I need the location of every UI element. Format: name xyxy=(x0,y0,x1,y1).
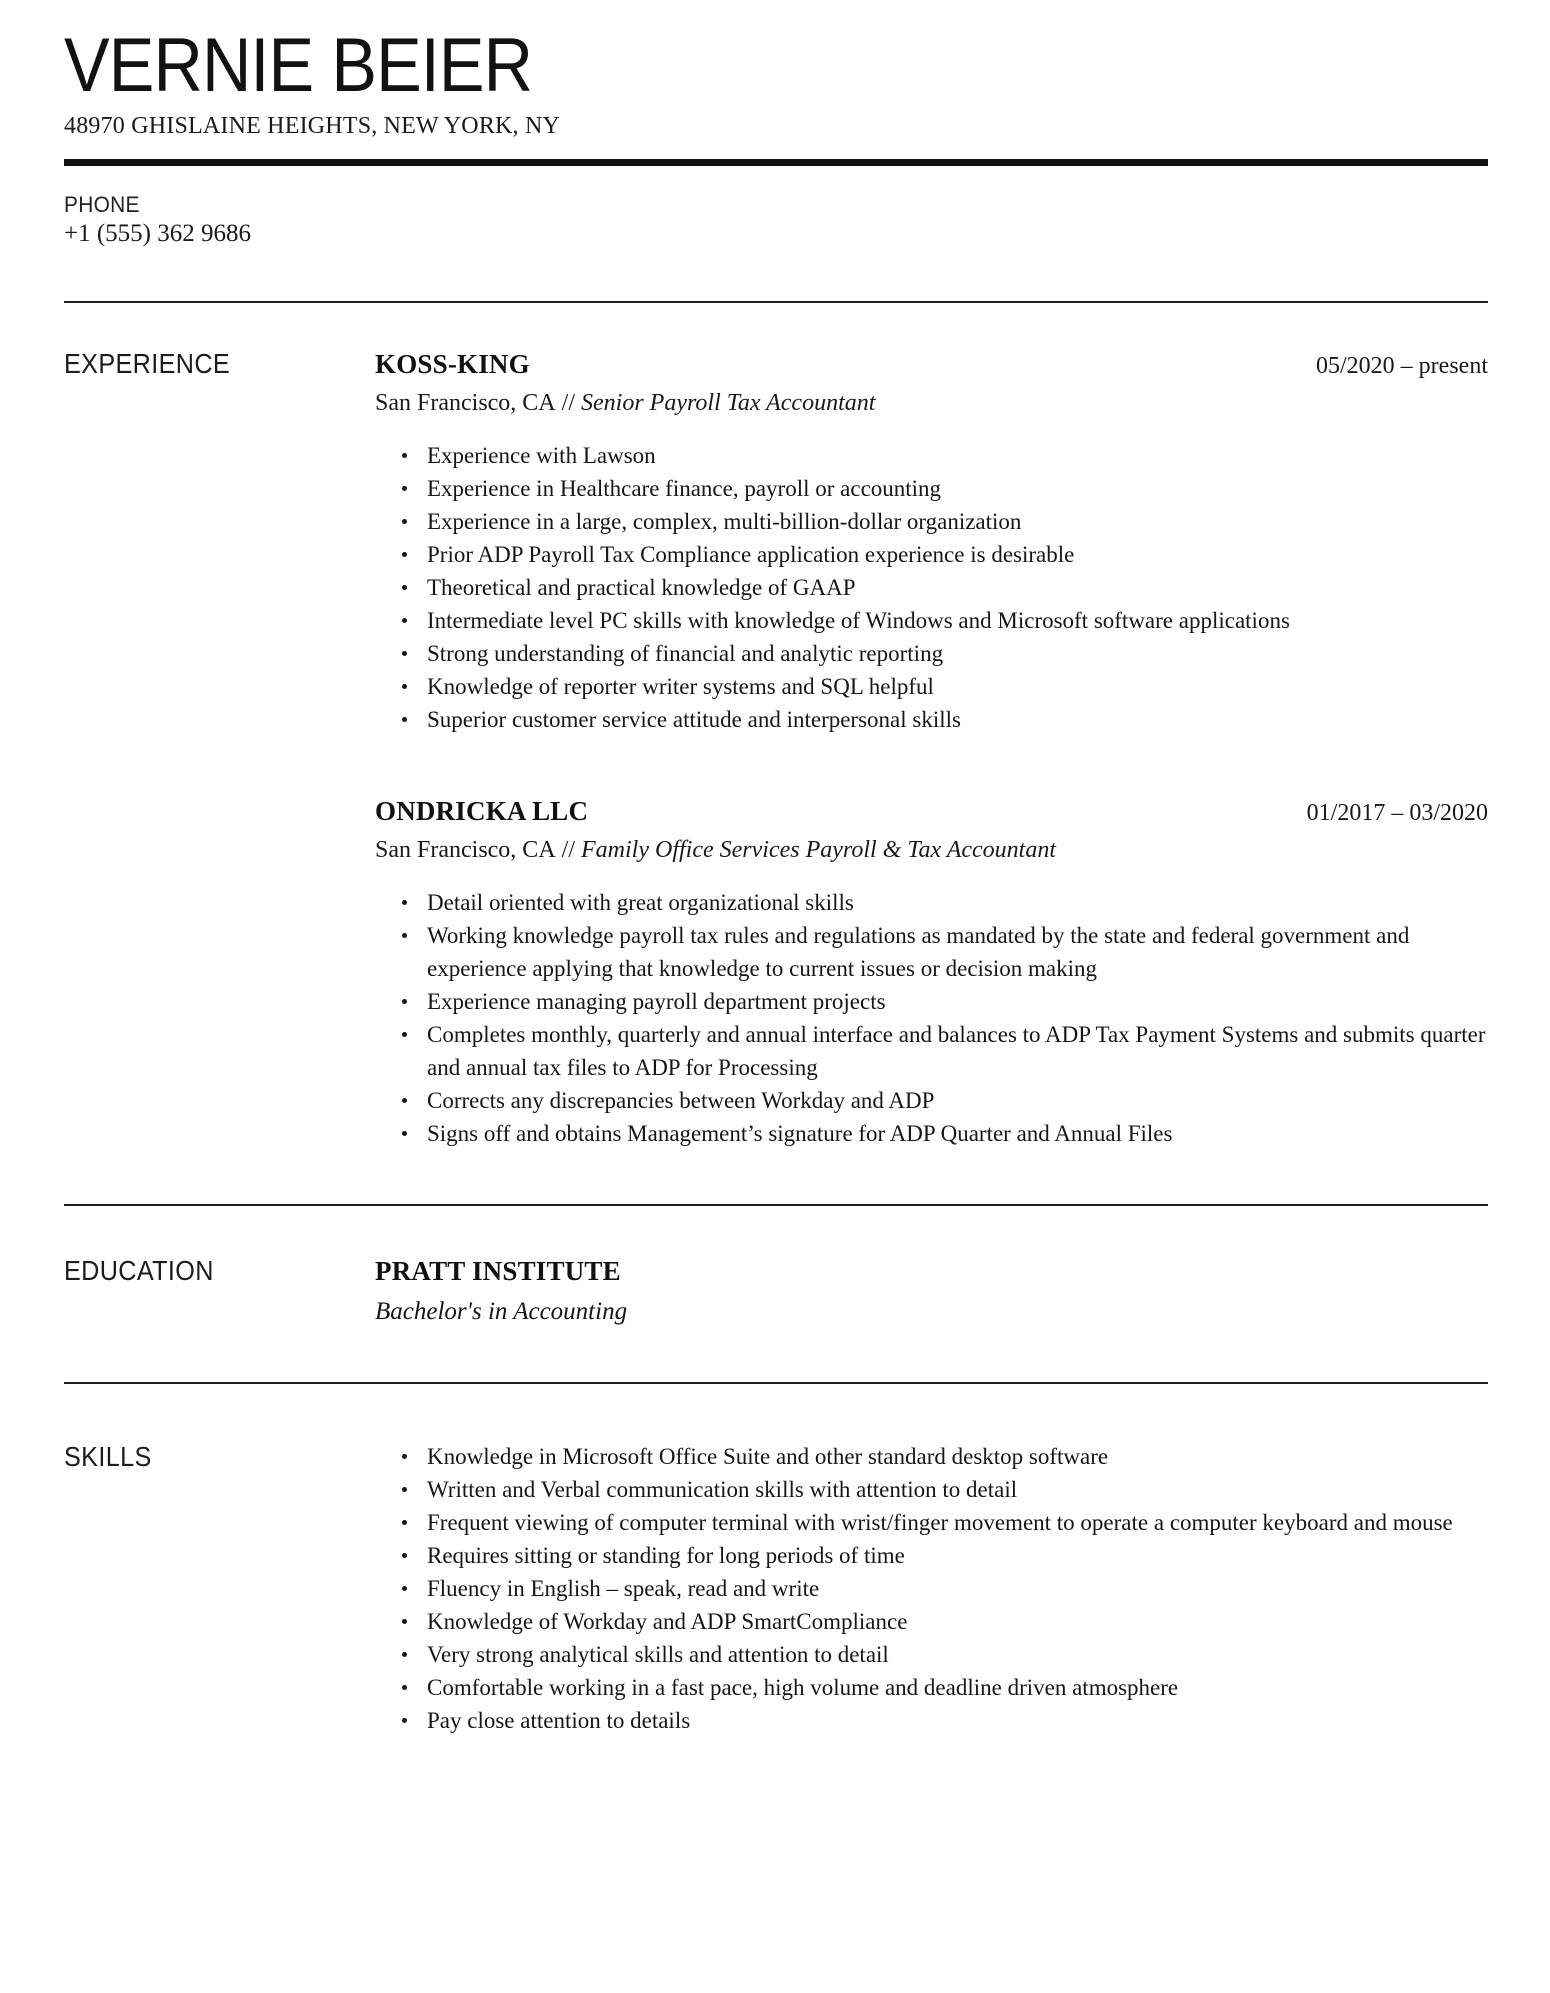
person-address: 48970 GHISLAINE HEIGHTS, NEW YORK, NY xyxy=(64,113,561,139)
bullet-item: Signs off and obtains Management’s signature for ADP Quarter and Annual Files xyxy=(375,1117,1488,1150)
bullet-item: Knowledge of Workday and ADP SmartCompliance xyxy=(375,1605,1488,1638)
bullet-item: Pay close attention to details xyxy=(375,1704,1488,1737)
resume-header xyxy=(64,23,1488,140)
bullet-item: Completes monthly, quarterly and annual interface and balances to ADP Tax Payment Systems and submits quarter and annual tax files to ADP for Processing xyxy=(375,1018,1488,1084)
education-school: PRATT INSTITUTE xyxy=(375,1256,621,1286)
bullet-item: Prior ADP Payroll Tax Compliance application experience is desirable xyxy=(375,538,1488,571)
job-dates: 01/2017 – 03/2020 xyxy=(1306,800,1488,826)
bullet-item: Experience managing payroll department projects xyxy=(375,985,1488,1018)
experience-content xyxy=(375,347,1488,1150)
bullet-item: Intermediate level PC skills with knowledge of Windows and Microsoft software applications xyxy=(375,604,1488,637)
job-title: Senior Payroll Tax Accountant xyxy=(581,390,876,416)
job-subtitle xyxy=(375,834,1488,866)
job-bullet-list xyxy=(375,886,1488,1150)
bullet-item: Knowledge of reporter writer systems and SQL helpful xyxy=(375,670,1488,703)
job-header xyxy=(375,347,1488,383)
bullet-item: Detail oriented with great organizational skills xyxy=(375,886,1488,919)
job-company: ONDRICKA LLC xyxy=(375,796,589,826)
bullet-item: Experience in a large, complex, multi-billion-dollar organization xyxy=(375,505,1488,538)
job-entry-ondricka-llc xyxy=(375,794,1488,1150)
bullet-item: Superior customer service attitude and interpersonal skills xyxy=(375,703,1488,736)
job-header xyxy=(375,794,1488,830)
job-separator: // xyxy=(561,837,575,863)
contact-block xyxy=(64,191,1488,249)
bullet-item: Very strong analytical skills and attention to detail xyxy=(375,1638,1488,1671)
job-separator: // xyxy=(561,390,575,416)
bullet-item: Experience with Lawson xyxy=(375,439,1488,472)
education-degree: Bachelor's in Accounting xyxy=(375,1298,628,1325)
experience-section-label: EXPERIENCE xyxy=(64,348,231,379)
bullet-item: Comfortable working in a fast pace, high volume and deadline driven atmosphere xyxy=(375,1671,1488,1704)
job-bullet-list xyxy=(375,439,1488,736)
bullet-item: Written and Verbal communication skills with attention to detail xyxy=(375,1473,1488,1506)
job-entry-koss-king xyxy=(375,347,1488,736)
bullet-item: Corrects any discrepancies between Workday and ADP xyxy=(375,1084,1488,1117)
job-subtitle xyxy=(375,387,1488,419)
bullet-item: Strong understanding of financial and analytic reporting xyxy=(375,637,1488,670)
bullet-item: Requires sitting or standing for long periods of time xyxy=(375,1539,1488,1572)
skills-content xyxy=(375,1440,1488,1737)
education-section xyxy=(64,1206,1488,1382)
skills-section-label: SKILLS xyxy=(64,1441,152,1472)
bullet-item: Theoretical and practical knowledge of GAAP xyxy=(375,571,1488,604)
person-name: VERNIE BEIER xyxy=(64,23,533,108)
bullet-item: Fluency in English – speak, read and write xyxy=(375,1572,1488,1605)
education-content xyxy=(375,1254,1488,1328)
skills-section xyxy=(64,1384,1488,1737)
job-company: KOSS-KING xyxy=(375,349,530,379)
job-dates: 05/2020 – present xyxy=(1316,353,1488,379)
bullet-item: Frequent viewing of computer terminal with wrist/finger movement to operate a computer keyboard and mouse xyxy=(375,1506,1488,1539)
phone-label: PHONE xyxy=(64,192,140,217)
skills-bullet-list xyxy=(375,1440,1488,1737)
bullet-item: Working knowledge payroll tax rules and regulations as mandated by the state and federal government and experience applying that knowledge to current issues or decision making xyxy=(375,919,1488,985)
bullet-item: Experience in Healthcare finance, payroll or accounting xyxy=(375,472,1488,505)
bullet-item: Knowledge in Microsoft Office Suite and other standard desktop software xyxy=(375,1440,1488,1473)
experience-section xyxy=(64,303,1488,1150)
job-location: San Francisco, CA xyxy=(375,390,556,416)
job-title: Family Office Services Payroll & Tax Accountant xyxy=(581,837,1057,863)
education-section-label: EDUCATION xyxy=(64,1255,214,1286)
phone-value: +1 (555) 362 9686 xyxy=(64,220,251,247)
header-divider xyxy=(64,159,1488,166)
job-location: San Francisco, CA xyxy=(375,837,556,863)
